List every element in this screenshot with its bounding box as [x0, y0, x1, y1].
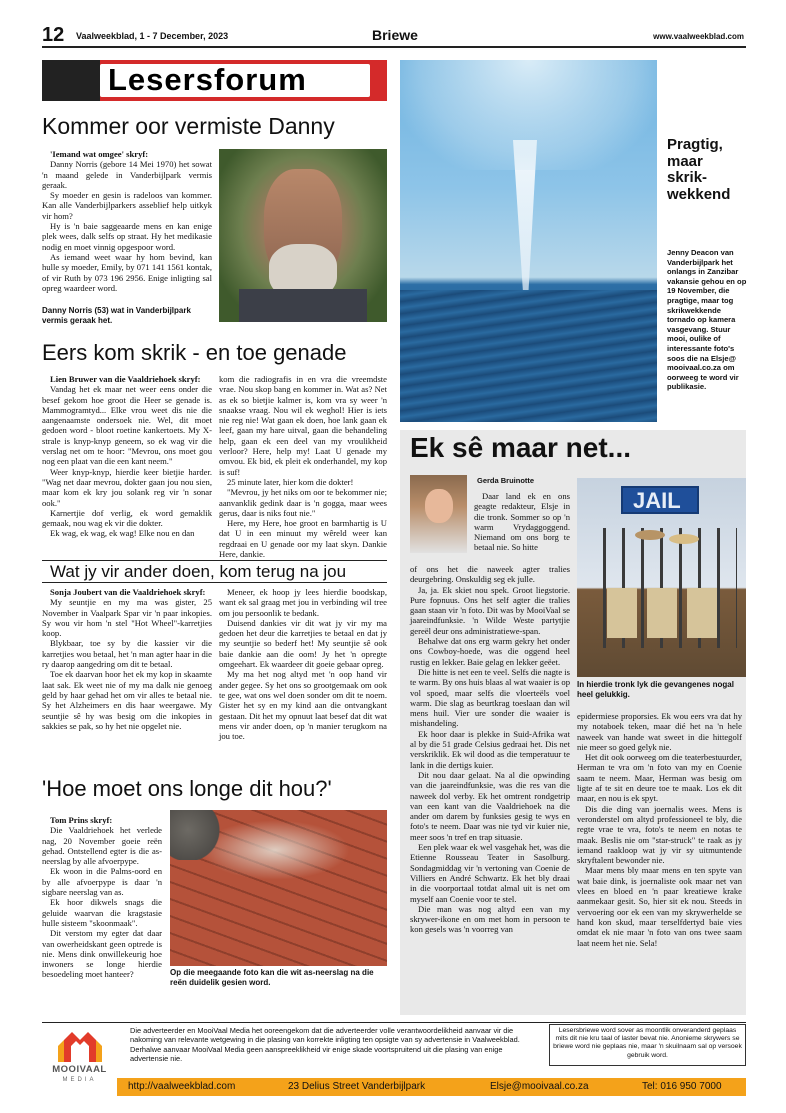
cowboy-hat [669, 534, 699, 544]
paragraph: Maar mens bly maar mens en ten spyte van wat baie dink, is joernaliste ook maar net van vlees en bloed en 'n paar kreatiewe krake aanmekaar gesit. So, hier sit ek nou. Steeds in vervoering oor ek een van my skrywerhelde se hand kon skud, maar terselfdertyd baie vies omdat ek nie maar 'n foto van ons twee saam laat neem het nie. Sela! [577, 865, 742, 948]
tornado-headline: Pragtig, maar skrik-wekkend [667, 136, 731, 203]
article3-byline: Sonja Joubert van die Vaaldriehoek skryf: [50, 587, 206, 597]
paragraph: Vandag het ek maar net weer eens onder die besef gekom hoe groot die Heer se genade is. Mammogramtyd... Elke vrou weet dis nie die aangenaamste ondersoek nie. Wel, dit moet gedoen word - bloot roetine kankertoets. My X-strale is knyp-knyp geneem, so ek wag vir die verslag net om te hoor: "Mevrou, ons moet gou nog een plaat van die een kant neem." [42, 384, 212, 467]
paragraph: Die hitte is net een te veel. Selfs die nagte is te warm. By ons huis blaas al wat waaier is op vol spoed, maar selfs die vloerteëls voel warm. Die slag as beurtkrag toeslaan dan wil mens huil. Vier ure sonder die waaier is mishandeling. [410, 666, 571, 729]
danny-shirt [239, 289, 367, 322]
article1-body [42, 149, 212, 293]
footer-contact-bar [42, 1078, 746, 1096]
article4-body [42, 815, 162, 980]
paragraph: Ek hoor daar is plekke in Suid-Afrika wat al by die 51 grade Celsius gedraai het. Dis net verskriklik. Ek wil dood as die temperatuur te lank in die dertigs kuier. [410, 728, 570, 770]
paragraph: Blykbaar, toe sy by die kassier vir die karretjies wou betaal, het 'n man agter haar in die ry daarop aangedring om dit te betaal. [42, 638, 212, 670]
paragraph: Toe ek daarvan hoor het ek my kop in skaamte laat sak. Ek weet nie of my ma dalk nie genoeg geld by haar gehad het om vir alles te betaal nie. Sy het Alzheimers en dis haar weergawe. My seuntjie sê hy was besig om die inkopies in sakkies se pak, so hy het nie opgelet nie. [42, 669, 212, 731]
ash-paving-photo [170, 810, 387, 966]
article5-col2 [577, 711, 742, 948]
paragraph: kom die radiografis in en vra die vreemdste vrae. Nou skop bang en kommer in. Wat as? Net as ek so bietjie kalmer is, kom vra sy weer 'n snaakse vraag. Nou wil ek weghol! Hier is iets nie reg nie! Wat gaan ek doen, hoe lank gaan ek leef, gaan my hare uitval, gaan die behandeling help, gaan ek een deel van my vroulikheid verloor? Here, help my! Laat U genade my omvou. Ek bid, ek pleit ek onderhandel, my kop is suf! [219, 374, 387, 477]
footer-note-text: Lesersbriewe word sover as moontlik onveranderd geplaas mits dit nie kru taal of laster bevat nie. Anonieme skrywers se briewe word nie geplaas nie, maar 'n skuilnaam sal op versoek gebruik word. [553, 1027, 742, 1059]
paragraph: Dit verstom my egter dat daar van owerheidskant geen optrede is nie. Mens dink onwillekeurig hoe inwoners se longe hierdie besoedeling moet hanteer? [42, 928, 162, 980]
stones [170, 810, 230, 860]
footer-phone: Tel: 016 950 7000 [642, 1081, 722, 1092]
sea-waves [400, 290, 657, 422]
paragraph: Sy moeder en gesin is radeloos van kommer. Kan alle Vanderbijlparkers asseblief help uitkyk vir hom? [42, 190, 212, 221]
masthead-rule [42, 46, 746, 48]
paragraph: Een plek waar ek wel vasgehak het, was die Etienne Rousseau Teater in Sasolburg. Sondagmiddag vir 'n vertoning van Coenie de Villiers en André Schwartz. Ek het bly draai in die voorportaal totdat almal uit is net om myself aan Coenie voor te stel. [410, 842, 570, 904]
article2-headline: Eers kom skrik - en toe genade [42, 340, 347, 365]
paragraph: Het dit ook oorweeg om die teaterbestuurder, Herman te vra om 'n foto van my en Coenie saam te neem. Maar, Herman was besig om ligte af te sit en deure toe te maak. Los ek dit maar, en nou is ek spyt. [577, 752, 742, 804]
paragraph: Die Vaaldriehoek het verlede nag, 20 November goeie reën gehad. Ontstellend egter is die as-neerslag by alle afvoerpype. [42, 825, 162, 867]
article1-byline: 'Iemand wat omgee' skryf: [50, 149, 149, 159]
article3-col2 [219, 587, 387, 741]
article4-caption: Op die meegaande foto kan die wit as-neerslag na die reën duidelik gesien word. [170, 968, 374, 987]
paragraph: Dit nou daar gelaat. Na al die opwinding van die jaareindfunksie, was die res van die naweek dol verby. Ek het omtrent rondgetrip van een kant van die Vaaldriehoek na die ander om darem by funksies gesig te wys en foto's te neem. Daar was nie tyd vir kuier nie, meer soos 'n tref en trap situasie. [410, 769, 570, 842]
gerda-face [425, 489, 453, 523]
article5-author: Gerda Bruinotte [477, 476, 535, 485]
article1-text [42, 159, 212, 293]
paragraph: Ek woon in die Palms-oord en by alle afvoerpype is daar 'n sigbare neerslag van as. [42, 866, 162, 898]
wanted-posters [607, 588, 717, 638]
article5-caption: In hierdie tronk lyk die gevangenes nogal heel gelukkig. [577, 680, 734, 699]
article2-col1 [42, 374, 212, 539]
article1-caption: Danny Norris (53) wat in Vanderbijlpark vermis geraak het. [42, 306, 191, 325]
footer-email-link[interactable]: Elsje@mooivaal.co.za [490, 1081, 589, 1092]
article3-text-col1 [42, 597, 212, 731]
article3-headline: Wat jy vir ander doen, kom terug na jou [50, 562, 347, 581]
cowboy-hat [635, 530, 665, 540]
article4-text [42, 825, 162, 979]
article5-headline: Ek sê maar net... [410, 432, 632, 463]
paragraph: Ja, ja. Ek skiet nou spek. Groot liegstorie. Pure fopnuus. Ons het self agter die tralies gaan staan vir 'n foto. Dit was by MooiVaal se jaareindfunksie. 'n Wilde Weste partytjie gereël deur ons administratiewe-span. [410, 584, 570, 636]
paragraph: epidermiese proporsies. Ek wou eers vra dat hy my notaboek teken, maar dié het na 'n hele naweek van hande wat sweet in die hittegolf nie meer so goed gelyk nie. [577, 711, 742, 752]
paragraph: Weer knyp-knyp, hierdie keer bietjie harder. "Wag net daar mevrou, dokter gaan jou nou sien, maar kom ek kry jou solank reg vir 'n sonar ook." [42, 466, 212, 508]
jail-sign-text: JAIL [633, 488, 681, 513]
footer-top-rule [42, 1022, 746, 1023]
logo-name: MOOIVAAL [52, 1064, 107, 1075]
jail-photo [577, 478, 746, 677]
article3-top-rule [42, 560, 387, 561]
paragraph: "Mevrou, jy het niks om oor te bekommer nie; aanvanklik gedink daar is 'n gogga, maar wees gerus, daar is niks fout nie." [219, 487, 387, 518]
paragraph: Die man was nog altyd een van my skrywer-ikone en om met hom in persoon te kon gesels was 'n voorreg van [410, 903, 570, 935]
paragraph: My ma het nog altyd met 'n oop hand vir ander gegee. Sy het ons so grootgemaak om ook te gee, wat ons wel doen sonder om dit te noem. Gister het sy en my kind aan die ontvangkant gestaan. Dit het my opnuut laat besef dat dit wat mens vir ander doen, op 'n manier terugkom na jou toe. [219, 669, 387, 742]
publication-date: Vaalweekblad, 1 - 7 December, 2023 [76, 31, 229, 41]
paragraph: of ons het die naweek agter tralies deurgebring. Onskuldig seg ek julle. [410, 564, 570, 585]
paragraph: As iemand weet waar hy hom bevind, kan hulle sy moeder, Emily, by 071 141 1561 kontak, of vir Ruth by 073 196 2956. Enige inligting sal opreg waardeer word. [42, 251, 212, 293]
tornado-caption: Jenny Deacon van Vanderbijlpark het onlangs in Zanzibar vakansie gehou en op 19 November, die pragtige, maar tog skrikwekkende tornado op kamera vasgevang. Stuur mooi, oulike of interessante foto's soos die na Elsje@ mooivaal.co.za om oorweeg te word vir publikasie. [667, 248, 747, 392]
mooivaal-logo-icon [42, 1026, 117, 1066]
logo-sub: MEDIA [62, 1077, 97, 1083]
lesersforum-banner [42, 60, 387, 101]
paragraph: Here, my Here, hoe groot en barmhartig is U dat U in een minuut my wêreld weer kan regdraai en U genade oor my laat skyn. Dankie Here, dankie. [219, 518, 387, 560]
footer-note-box [549, 1024, 746, 1066]
footer-disclaimer: Die adverteerder en MooiVaal Media het ooreengekom dat die adverteerder volle verantwoordelikheid aanvaar vir die nakoming van relevante wetgewing in die plasing van korrekte inligting ten opsigte van sy advertensie in Vaalweekblad. Derhalwe aanvaar MooiVaal Media geen aanspreeklikheid vir enige skade voortspruitend uit die plasing van enige advertensie nie. [130, 1026, 520, 1064]
article3-bottom-rule [42, 582, 387, 583]
footer-url-link[interactable]: http://vaalweekblad.com [128, 1081, 236, 1092]
masthead [42, 26, 746, 46]
paragraph: Daar land ek en ons geagte redakteur, Elsje in die tronk. Sommer so op 'n warm Vrydaggoggend. Niemand om ons borg te betaal nie. So hitte [474, 491, 570, 553]
gerda-portrait [410, 475, 467, 553]
mooivaal-logo [42, 1026, 117, 1078]
paragraph: Karnertjie dof verlig, ek word gemaklik gemaak, nou wag ek vir die dokter. [42, 507, 212, 529]
article4-byline: Tom Prins skryf: [50, 815, 113, 825]
paragraph: Hy is 'n baie saggeaarde mens en kan enige plek wees, dalk selfs op straat. Hy het medikasie nodig en moet vinnig opgespoor word. [42, 221, 212, 252]
tornado-photo [400, 60, 657, 422]
paragraph: Ek hoor dikwels snags die geluide waarvan die kragstasie hulle sisteem "skoonmaak". [42, 897, 162, 928]
article4-headline: 'Hoe moet ons longe dit hou?' [42, 776, 332, 801]
article5-intro [474, 491, 570, 553]
article5-col1 [410, 564, 570, 935]
article3-col1 [42, 587, 212, 731]
article2-col2 [219, 374, 387, 559]
tornado-clouds [400, 60, 657, 170]
paragraph: Meneer, ek hoop jy lees hierdie boodskap, want ek sal graag met jou in verbinding wil tree om jou persoonlik te bedank. [219, 587, 387, 618]
footer-address: 23 Delius Street Vanderbijlpark [288, 1081, 426, 1092]
website-link[interactable]: www.vaalweekblad.com [653, 32, 744, 41]
danny-photo [219, 149, 387, 322]
article1-headline: Kommer oor vermiste Danny [42, 113, 335, 139]
paragraph: My seuntjie en my ma was gister, 25 November in Vaalpark Spar vir 'n paar inkopies. Sy wou vir hom 'n stel "Hot Wheel"-karretjies koop. [42, 597, 212, 639]
article2-byline: Lien Bruwer van die Vaaldriehoek skryf: [50, 374, 201, 384]
paragraph: Ek wag, ek wag, ek wag! Elke nou en dan [50, 528, 195, 539]
paragraph: 25 minute later, hier kom die dokter! [227, 476, 354, 487]
paragraph: Duisend dankies vir dit wat jy vir my ma gedoen het deur die karretjies te betaal en dat jy my seuntjie so bederf het! My seuntjie sê ook baie dankie aan die oom! Jy het 'n opregte omgeehart. Ek waardeer dit goeie gebaar opreg. [219, 617, 387, 670]
banner-title: Lesersforum [108, 62, 307, 97]
paragraph: Danny Norris (gebore 14 Mei 1970) het sowat 'n maand gelede in Vanderbijlpark vermis geraak. [42, 159, 212, 190]
paragraph: Behalwe dat ons erg warm gekry het onder ons Cowboy-hoede, was die oggend heel rustig en lekker. Baie gelag en lekker geëet. [410, 636, 570, 667]
article2-text-col1 [42, 384, 212, 538]
section-name: Briewe [372, 27, 418, 43]
paragraph: Dis die ding van joernalis wees. Mens is veronderstel om altyd professioneel te bly, die regte vrae te vra, foto's te neem en notas te maak. Beslis nie om "star-struck" te raak as jy iemand raakloop wat jy vir sy uitmuntende skryftalent bewonder nie. [577, 803, 742, 866]
page-number: 12 [42, 24, 65, 46]
